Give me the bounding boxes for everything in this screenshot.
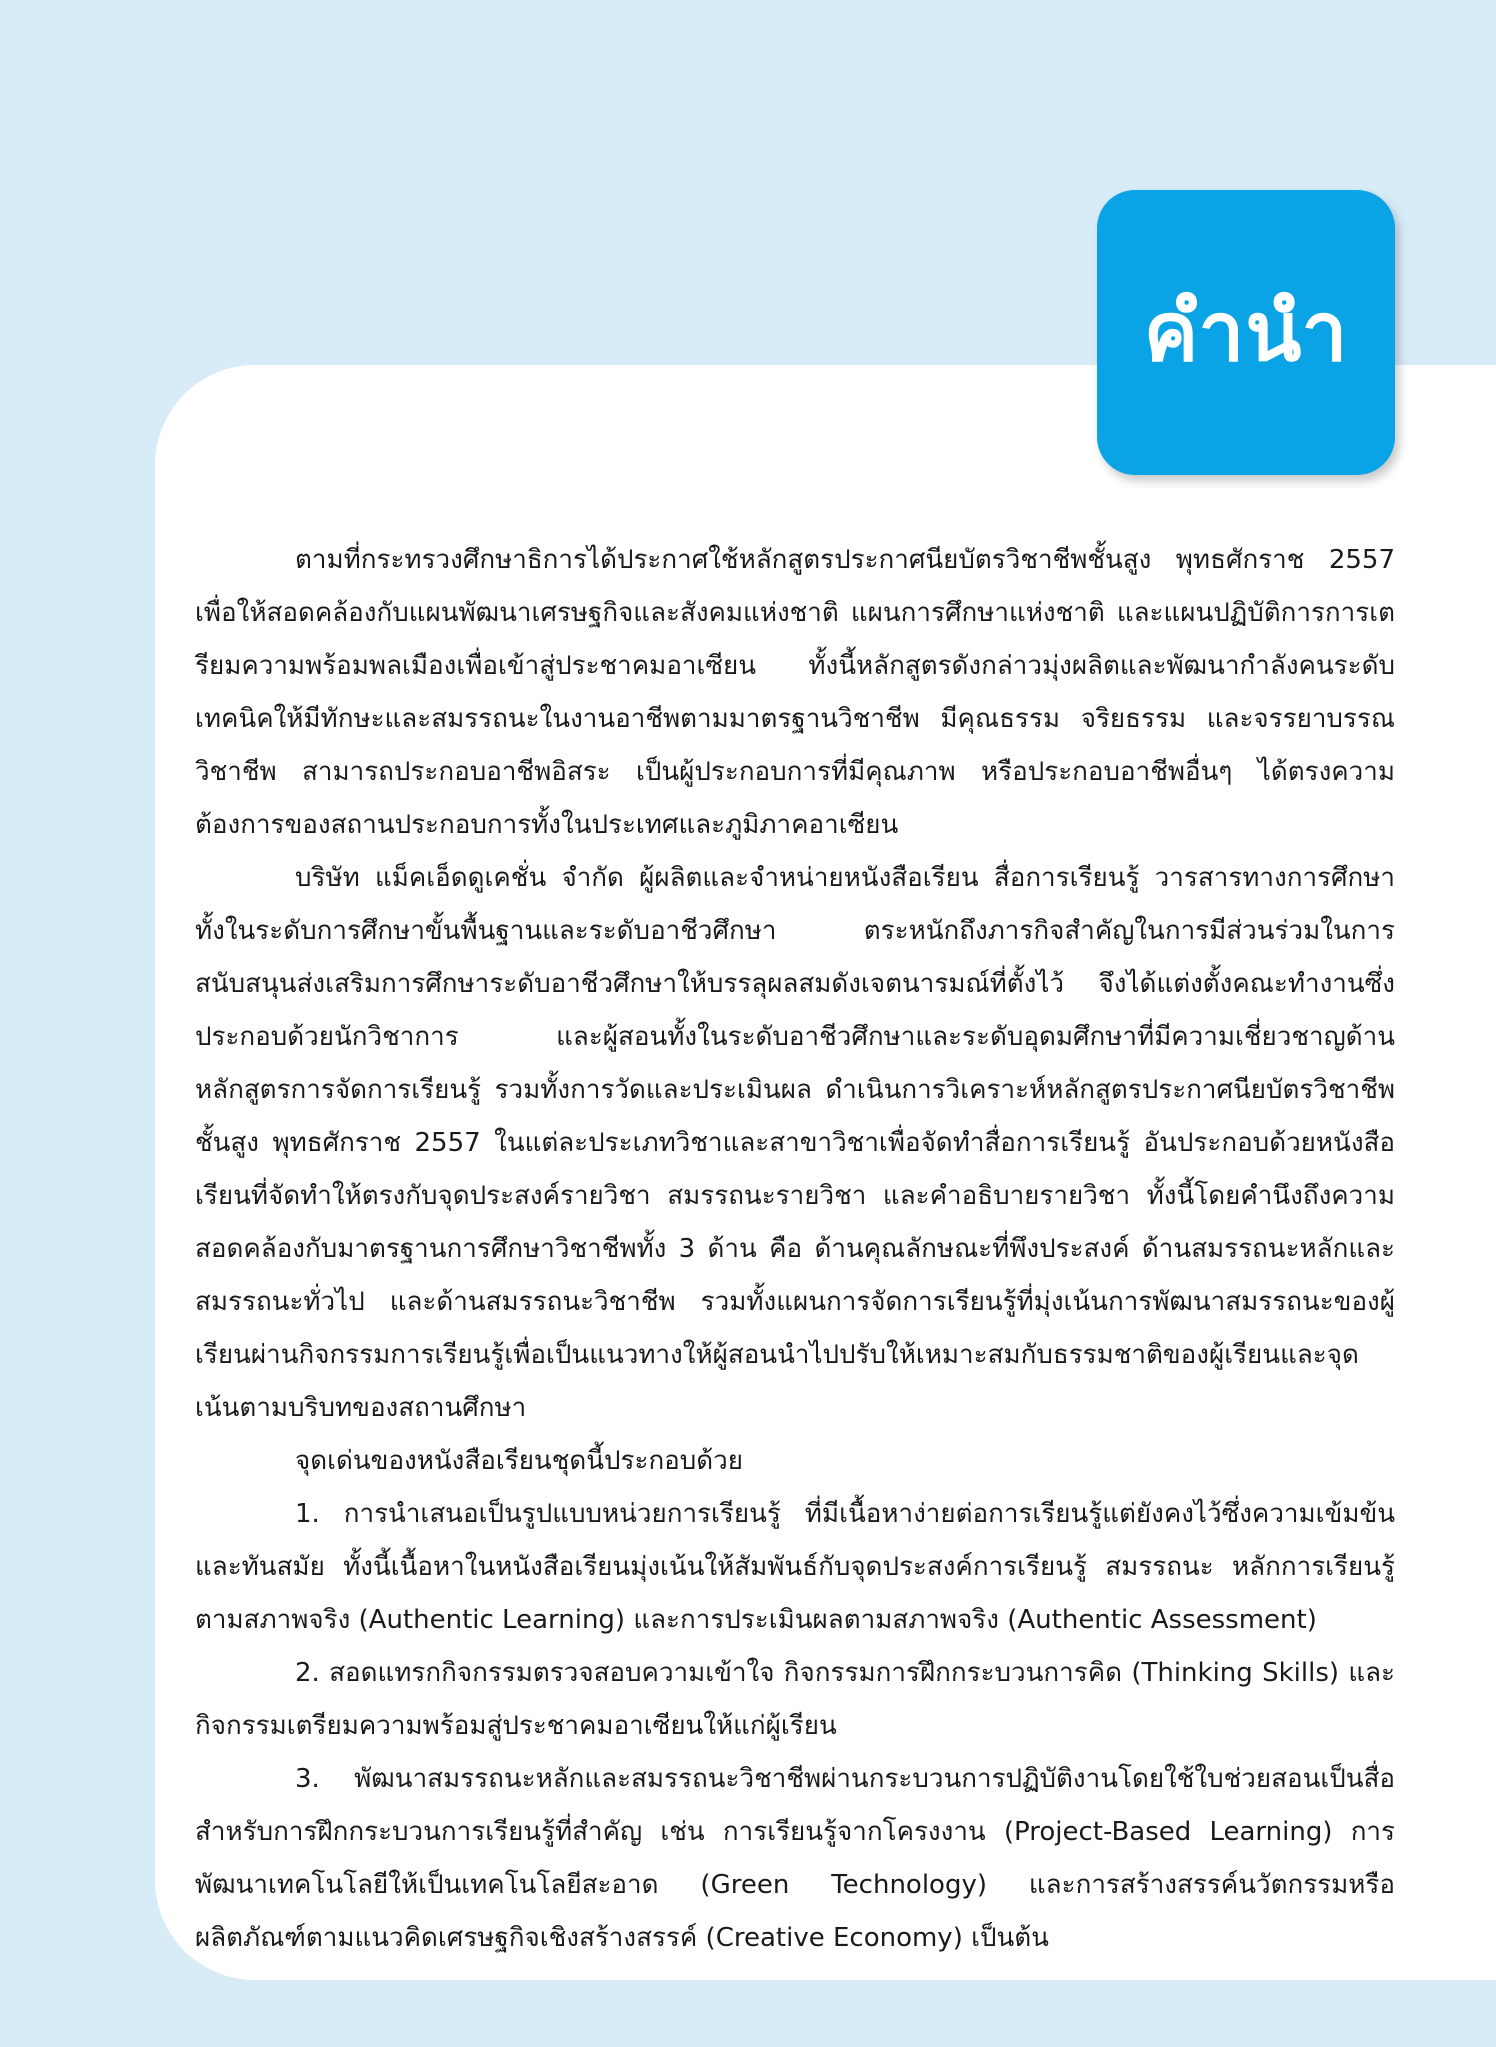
preface-body — [195, 534, 1395, 1965]
title-badge — [1097, 190, 1395, 475]
highlights-heading: จุดเด่นของหนังสือเรียนชุดนี้ประกอบด้วย — [295, 1446, 744, 1476]
intro-paragraph: ตามที่กระทรวงศึกษาธิการได้ประกาศใช้หลักสูตรประกาศนียบัตรวิชาชีพชั้นสูง พุทธศักราช 2557 เพื่อให้สอดคล้องกับแผนพัฒนาเศรษฐกิจและสังคมแห่งชาติ แผนการศึกษาแห่งชาติ และแผนปฏิบัติการการเตรียมความพร้อมพลเมืองเพื่อเข้าสู่ประชาคมอาเซียน ทั้งนี้หลักสูตรดังกล่าวมุ่งผลิตและพัฒนากำลังคนระดับเทคนิคให้มีทักษะและสมรรถนะในงานอาชีพตามมาตรฐานวิชาชีพ มีคุณธรรม จริยธรรม และจรรยาบรรณวิชาชีพ สามารถประกอบอาชีพอิสระ เป็นผู้ประกอบการที่มีคุณภาพ หรือประกอบอาชีพอื่นๆ ได้ตรงความต้องการของสถานประกอบการทั้งในประเทศและภูมิภาคอาเซียน — [195, 545, 1395, 840]
highlight-item-3: 3. พัฒนาสมรรถนะหลักและสมรรถนะวิชาชีพผ่านกระบวนการปฏิบัติงานโดยใช้ใบช่วยสอนเป็นสื่อสำหรับการฝึกกระบวนการเรียนรู้ที่สำคัญ เช่น การเรียนรู้จากโครงงาน (Project-Based Learning) การพัฒนาเทคโนโลยีให้เป็นเทคโนโลยีสะอาด (Green Technology) และการสร้างสรรค์นวัตกรรมหรือผลิตภัณฑ์ตามแนวคิดเศรษฐกิจเชิงสร้างสรรค์ (Creative Economy) เป็นต้น — [195, 1764, 1395, 1953]
company-paragraph: บริษัท แม็คเอ็ดดูเคชั่น จำกัด ผู้ผลิตและจำหน่ายหนังสือเรียน สื่อการเรียนรู้ วารสารทางการศึกษา ทั้งในระดับการศึกษาขั้นพื้นฐานและระดับอาชีวศึกษา ตระหนักถึงภารกิจสำคัญในการมีส่วนร่วมในการสนับสนุนส่งเสริมการศึกษาระดับอาชีวศึกษาให้บรรลุผลสมดังเจตนารมณ์ที่ตั้งไว้ จึงได้แต่งตั้งคณะทำงานซึ่งประกอบด้วยนักวิชาการ และผู้สอนทั้งในระดับอาชีวศึกษาและระดับอุดมศึกษาที่มีความเชี่ยวชาญด้านหลักสูตรการจัดการเรียนรู้ รวมทั้งการวัดและประเมินผล ดำเนินการวิเคราะห์หลักสูตรประกาศนียบัตรวิชาชีพชั้นสูง พุทธศักราช 2557 ในแต่ละประเภทวิชาและสาขาวิชาเพื่อจัดทำสื่อการเรียนรู้ อันประกอบด้วยหนังสือเรียนที่จัดทำให้ตรงกับจุดประสงค์รายวิชา สมรรถนะรายวิชา และคำอธิบายรายวิชา ทั้งนี้โดยคำนึงถึงความสอดคล้องกับมาตรฐานการศึกษาวิชาชีพทั้ง 3 ด้าน คือ ด้านคุณลักษณะที่พึงประสงค์ ด้านสมรรถนะหลักและสมรรถนะทั่วไป และด้านสมรรถนะวิชาชีพ รวมทั้งแผนการจัดการเรียนรู้ที่มุ่งเน้นการพัฒนาสมรรถนะของผู้เรียนผ่านกิจกรรมการเรียนรู้เพื่อเป็นแนวทางให้ผู้สอนนำไปปรับให้เหมาะสมกับธรรมชาติของผู้เรียนและจุดเน้นตามบริบทของสถานศึกษา — [195, 863, 1395, 1423]
page-title: คำนำ — [1143, 284, 1349, 380]
highlight-item-1: 1. การนำเสนอเป็นรูปแบบหน่วยการเรียนรู้ ที่มีเนื้อหาง่ายต่อการเรียนรู้แต่ยังคงไว้ซึ่งความเข้มข้นและทันสมัย ทั้งนี้เนื้อหาในหนังสือเรียนมุ่งเน้นให้สัมพันธ์กับจุดประสงค์การเรียนรู้ สมรรถนะ หลักการเรียนรู้ตามสภาพจริง (Authentic Learning) และการประเมินผลตามสภาพจริง (Authentic Assessment) — [195, 1499, 1395, 1635]
highlight-item-2: 2. สอดแทรกกิจกรรมตรวจสอบความเข้าใจ กิจกรรมการฝึกกระบวนการคิด (Thinking Skills) และกิจกรรมเตรียมความพร้อมสู่ประชาคมอาเซียนให้แก่ผู้เรียน — [195, 1658, 1395, 1741]
